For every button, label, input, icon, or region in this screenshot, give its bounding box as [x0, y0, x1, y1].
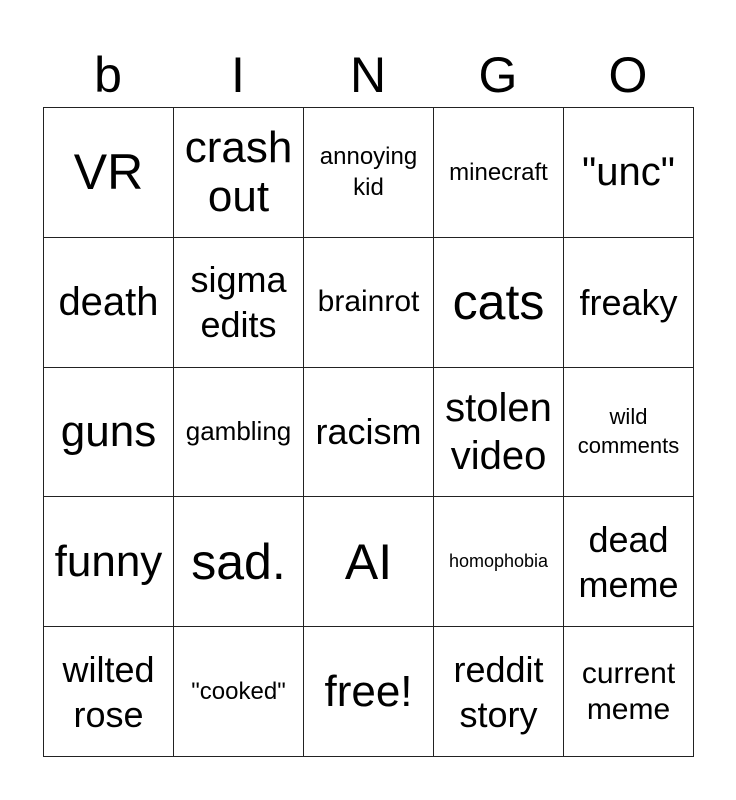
cell-text: annoying kid: [319, 143, 418, 202]
cell-text: funny: [54, 537, 163, 587]
bingo-cell[interactable]: [44, 238, 174, 368]
cell-text: homophobia: [448, 550, 549, 571]
cell-text: VR: [73, 144, 144, 201]
cell-text: guns: [60, 407, 157, 457]
bingo-board: [43, 107, 694, 757]
bingo-cell[interactable]: [564, 238, 694, 368]
bingo-cell[interactable]: [434, 108, 564, 238]
cell-text: brainrot: [317, 285, 420, 319]
bingo-cell[interactable]: [434, 368, 564, 498]
cell-text: racism: [315, 411, 422, 453]
bingo-cell[interactable]: [564, 108, 694, 238]
cell-text: minecraft: [449, 158, 548, 186]
cell-text: AI: [344, 533, 393, 590]
bingo-cell[interactable]: [44, 368, 174, 498]
bingo-cell[interactable]: [44, 108, 174, 238]
bingo-cell[interactable]: [44, 497, 174, 627]
cell-text: wilted rose: [62, 648, 155, 735]
bingo-cell[interactable]: [304, 238, 434, 368]
cell-text: crash out: [184, 123, 293, 222]
cell-text: reddit story: [453, 648, 544, 735]
bingo-cell[interactable]: [564, 627, 694, 757]
header-letter-g: G: [478, 47, 518, 103]
cell-text: death: [58, 280, 159, 325]
header-letter-i: I: [231, 47, 245, 103]
bingo-cell[interactable]: [44, 627, 174, 757]
bingo-cell[interactable]: [434, 238, 564, 368]
bingo-header: [43, 42, 693, 108]
bingo-cell[interactable]: [304, 497, 434, 627]
cell-text: current meme: [581, 656, 676, 726]
bingo-cell[interactable]: [434, 497, 564, 627]
bingo-cell[interactable]: [304, 368, 434, 498]
cell-text: sigma edits: [190, 259, 287, 346]
header-letter-n: N: [349, 47, 387, 103]
bingo-cell[interactable]: [174, 627, 304, 757]
cell-text: wild comments: [577, 404, 680, 458]
bingo-cell[interactable]: [434, 627, 564, 757]
cell-text: freaky: [579, 281, 678, 323]
bingo-cell-free-space[interactable]: [304, 627, 434, 757]
bingo-cell[interactable]: [174, 497, 304, 627]
cell-text: free!: [324, 666, 413, 716]
header-letter-b: b: [94, 47, 122, 103]
cell-text: dead meme: [578, 518, 679, 605]
bingo-cell[interactable]: [564, 497, 694, 627]
bingo-cell[interactable]: [174, 108, 304, 238]
bingo-cell[interactable]: [174, 368, 304, 498]
cell-text: "unc": [582, 150, 675, 195]
cell-text: gambling: [185, 416, 292, 447]
bingo-cell[interactable]: [304, 108, 434, 238]
cell-text: sad.: [191, 533, 286, 590]
bingo-cell[interactable]: [564, 368, 694, 498]
bingo-cell[interactable]: [174, 238, 304, 368]
header-letter-o: O: [608, 47, 648, 103]
cell-text: cats: [452, 273, 545, 330]
cell-text: "cooked": [191, 678, 286, 705]
cell-text: stolen video: [445, 385, 552, 478]
